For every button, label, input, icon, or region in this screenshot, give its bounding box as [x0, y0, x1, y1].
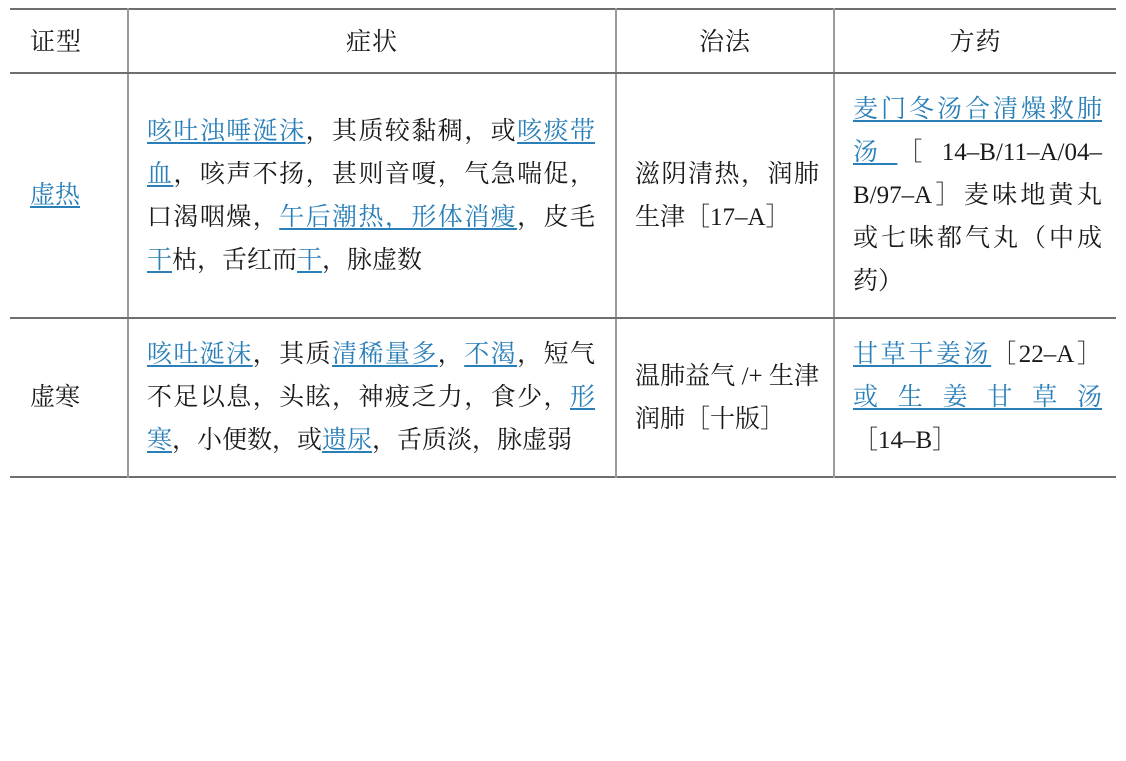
column-header-method: 治法: [616, 9, 834, 73]
highlighted-term: 干: [147, 246, 173, 274]
column-header-formula: 方药: [834, 9, 1116, 73]
pattern-name-xuhan: [30, 384, 80, 411]
formula-text-xure: [853, 96, 1102, 295]
table-row: [10, 318, 1116, 477]
highlighted-term: 午后潮热，形体消瘦: [279, 203, 518, 231]
cell-pattern: [10, 73, 128, 318]
highlighted-term: 甘草干姜汤: [853, 341, 992, 368]
cell-pattern: [10, 318, 128, 477]
formula-text-xuhan: [853, 341, 1102, 454]
body-text: ，脉虚数: [322, 246, 423, 274]
cell-symptoms: [128, 318, 616, 477]
highlighted-term: 咳痰带血: [147, 117, 595, 188]
highlighted-term: 咳吐涎沫: [147, 341, 253, 368]
column-header-symptoms: 症状: [128, 9, 616, 73]
body-text: ，短气不足以息，头眩，神疲乏力，食少，: [147, 341, 595, 411]
highlighted-term: 虚热: [30, 182, 81, 209]
column-header-pattern: 证型: [10, 9, 128, 73]
body-text: ，其质较黏稠，或: [305, 117, 518, 145]
body-text: ，咳声不扬，甚则音嗄，气急喘促，口渴咽燥，: [147, 160, 595, 231]
body-text: 滋阴清热，润肺生津［17–A］: [635, 160, 819, 231]
highlighted-term: 不渴: [464, 341, 518, 368]
cell-symptoms: [128, 73, 616, 318]
body-text: ，小便数，或: [172, 427, 323, 454]
highlighted-term: 麦门冬汤合清燥救肺汤: [853, 96, 1102, 166]
highlighted-term: 咳吐浊唾涎沫: [147, 117, 306, 145]
table-header: [10, 9, 1116, 73]
highlighted-term: 形寒: [147, 384, 595, 454]
body-text: ，其质: [252, 341, 333, 368]
body-text: 温肺益气 /+ 生津润肺［十版］: [635, 362, 819, 433]
body-text: ，舌质淡，脉虚弱: [372, 427, 573, 454]
highlighted-term: 或生姜甘草汤: [853, 384, 1102, 411]
body-text: ［14–B］: [853, 427, 958, 454]
cell-method: [616, 318, 834, 477]
highlighted-term: 清稀量多: [332, 341, 438, 368]
body-text: ，: [437, 341, 465, 368]
cell-method: [616, 73, 834, 318]
body-text: ［14–B/11–A/04–B/97–A］麦味地黄丸或七味都气丸（中成药）: [853, 139, 1102, 295]
pattern-name-xure: [30, 182, 80, 209]
table-header-row: [10, 9, 1116, 73]
highlighted-term: 干: [297, 246, 323, 274]
cell-formula: [834, 318, 1116, 477]
highlighted-term: 遗尿: [322, 427, 373, 454]
table-body: [10, 73, 1116, 477]
body-text: ，皮毛: [517, 203, 595, 231]
method-text-xure: [635, 161, 819, 231]
method-text-xuhan: [635, 363, 819, 433]
body-text: 枯，舌红而: [172, 246, 298, 274]
syndrome-table: [10, 8, 1116, 478]
cell-formula: [834, 73, 1116, 318]
symptoms-text-xuhan: [147, 341, 595, 454]
symptoms-text-xure: [147, 118, 595, 274]
body-text: 虚寒: [30, 384, 81, 411]
body-text: ［22–A］: [991, 341, 1102, 368]
table-row: [10, 73, 1116, 318]
